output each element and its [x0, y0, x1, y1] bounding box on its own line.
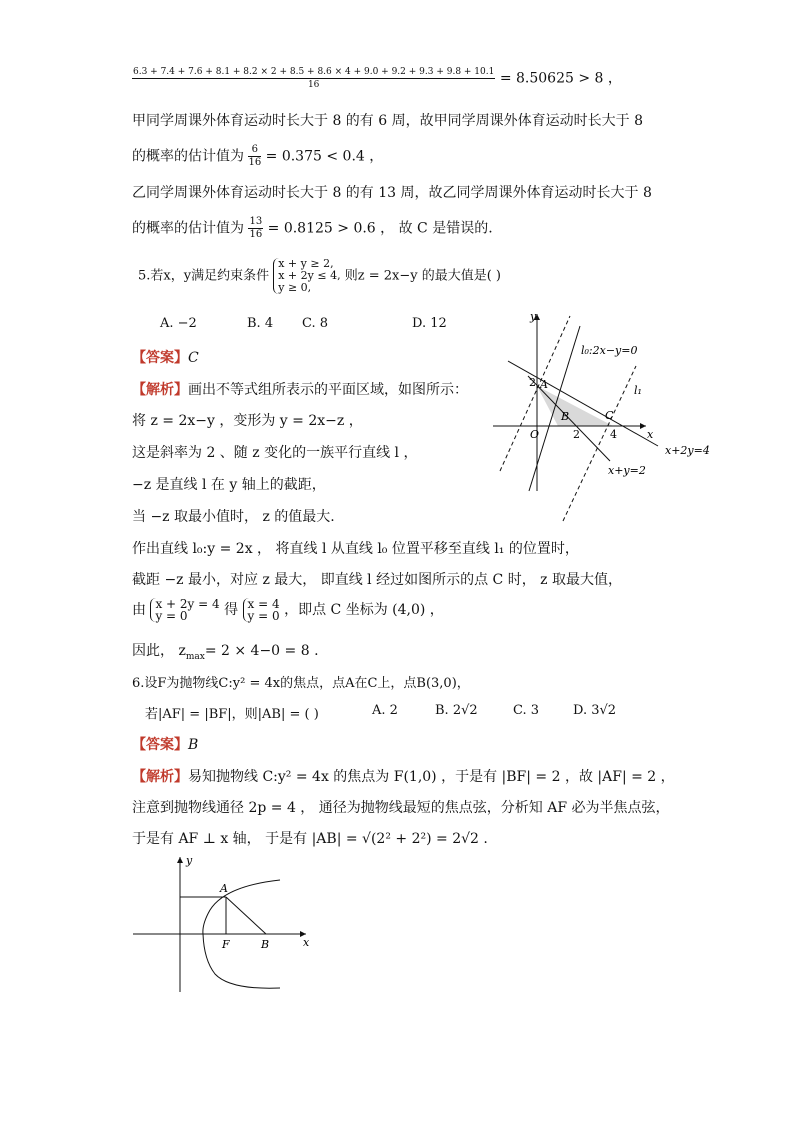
text-fragment: 则z = 2x−y 的最大值是( ): [344, 268, 501, 284]
feasible-region: [537, 386, 613, 426]
constraint-1: x + y ≥ 2,: [278, 257, 334, 270]
text-line: 于是有 AF ⊥ x 轴， 于是有 |AB| = √(2² + 2²) = 2√2 .: [132, 831, 488, 847]
fraction-den: 16: [249, 229, 263, 240]
text-fragment: 5.若x，y满足约束条件: [138, 268, 270, 284]
answer-line: [132, 734, 198, 754]
text-line: 将 z = 2x−y ，变形为 y = 2x−z ，: [132, 413, 363, 429]
system-eq-3: x = 4: [247, 597, 280, 611]
answer-label: 【答案】: [132, 350, 188, 366]
option-a: A. 2: [372, 703, 398, 718]
text-fragment: 的概率的估计值为: [132, 220, 244, 237]
constraint-3: y ≥ 0,: [278, 281, 312, 294]
text-fragment: 的概率的估计值为: [132, 148, 244, 165]
text-line: [132, 216, 493, 241]
answer-line: [132, 347, 199, 367]
text-fragment: 因此， z: [132, 643, 186, 659]
text-fragment: 易知抛物线 C:y² = 4x 的焦点为 F(1,0) ，于是有 |BF| = 2 ，故 |AF| = 2 ，: [188, 769, 675, 785]
x-axis-arrow: [640, 423, 646, 429]
text-fragment: = 0.375 < 0.4 ，: [265, 148, 384, 165]
option-b: B. 2√2: [435, 703, 478, 718]
analysis-line: [132, 766, 675, 786]
parabola-graph: [130, 852, 316, 994]
text-fragment: 画出不等式组所表示的平面区域，如图所示：: [188, 382, 468, 398]
point-a-label: A: [220, 882, 228, 895]
fraction-den: 16: [248, 157, 262, 168]
fraction-num: 6: [248, 144, 261, 157]
l1-label: l₁: [634, 384, 642, 397]
text-fragment: 得: [224, 602, 239, 618]
y-axis-arrow: [177, 857, 183, 863]
constraint-2: x + 2y ≤ 4,: [278, 269, 341, 282]
text-line: 这是斜率为 2 、随 z 变化的一族平行直线 l ，: [132, 445, 418, 461]
option-a: A. −2: [160, 316, 197, 331]
sum-denominator: 16: [307, 80, 320, 90]
line-x2y-label: x+2y=4: [665, 444, 710, 457]
analysis-line: [132, 379, 468, 399]
text-fragment: ，即点 C 坐标为 (4,0) ，: [284, 602, 444, 618]
fraction-num: 13: [249, 216, 263, 227]
point-c-label: C: [605, 409, 614, 422]
text-line: 作出直线 l₀:y = 2x ， 将直线 l 从直线 l₀ 位置平移至直线 l₁ 的位置时，: [132, 541, 579, 557]
y-axis-label: y: [186, 854, 193, 867]
dashed-line-l1: [563, 366, 636, 521]
text-line: 乙同学周课外体育运动时长大于 8 的有 13 周，故乙同学周课外体育运动时长大于 8: [132, 185, 652, 201]
point-f-label: F: [222, 938, 230, 951]
point-a-label: A: [540, 378, 548, 391]
origin-label: O: [530, 428, 540, 441]
text-line: [132, 144, 383, 169]
x-axis-label: x: [303, 936, 310, 949]
system-eq-2: y = 0: [155, 609, 188, 623]
answer-value: C: [188, 350, 199, 366]
text-line: 注意到抛物线通径 2p = 4 ， 通径为抛物线最短的焦点弦，分析知 AF 必为半焦点弦，: [132, 800, 670, 816]
text-fragment: 由: [132, 602, 146, 618]
sum-numerator: 6.3 + 7.4 + 7.6 + 8.1 + 8.2 × 2 + 8.5 + 8.6 × 4 + 9.0 + 9.2 + 9.3 + 9.8 + 10.1: [133, 67, 495, 77]
feasible-region-graph: [488, 306, 710, 522]
text-line: [132, 598, 444, 622]
text-line: −z 是直线 l 在 y 轴上的截距，: [132, 477, 326, 493]
text-fragment: = 0.8125 > 0.6 ， 故 C 是错误的.: [267, 220, 493, 237]
system-eq-1: x + 2y = 4: [155, 597, 220, 611]
l0-label: l₀:2x−y=0: [581, 344, 638, 357]
tick-2-y: 2: [529, 376, 536, 389]
x-axis-label: x: [647, 428, 654, 441]
text-fragment: = 2 × 4−0 = 8 .: [204, 643, 319, 659]
analysis-label: 【解析】: [132, 769, 188, 785]
point-b-label: B: [561, 410, 570, 423]
segment-ab: [226, 897, 266, 934]
option-c: C. 8: [302, 316, 329, 331]
tick-4-x: 4: [610, 428, 617, 441]
point-b-label: B: [261, 938, 270, 951]
option-c: C. 3: [513, 703, 540, 718]
question-5-stem: [138, 258, 501, 294]
system-eq-4: y = 0: [247, 609, 280, 623]
sum-result: = 8.50625 > 8 ，: [499, 70, 622, 87]
text-line: 甲同学周课外体育运动时长大于 8 的有 6 周，故甲同学周课外体育运动时长大于 8: [132, 113, 643, 129]
text-line: 截距 −z 最小，对应 z 最大， 即直线 l 经过如图所示的点 C 时， z 取最大值，: [132, 572, 622, 588]
option-b: B. 4: [247, 316, 274, 331]
text-line: [132, 640, 319, 662]
sum-expression: [132, 66, 622, 91]
answer-label: 【答案】: [132, 737, 188, 753]
analysis-label: 【解析】: [132, 382, 188, 398]
question-6-stem-2: 若|AF| = |BF|，则|AB| = ( ): [145, 707, 319, 722]
y-axis-label: y: [530, 310, 537, 323]
question-6-stem: 6.设F为抛物线C:y² = 4x的焦点，点A在C上，点B(3,0)，: [132, 676, 470, 691]
option-d: D. 12: [412, 316, 447, 331]
line-xy-label: x+y=2: [608, 464, 646, 477]
answer-value: B: [188, 737, 199, 753]
option-d: D. 3√2: [573, 703, 617, 718]
subscript: max: [185, 651, 205, 662]
text-line: 当 −z 取最小值时， z 的值最大.: [132, 509, 335, 525]
tick-2-x: 2: [573, 428, 580, 441]
